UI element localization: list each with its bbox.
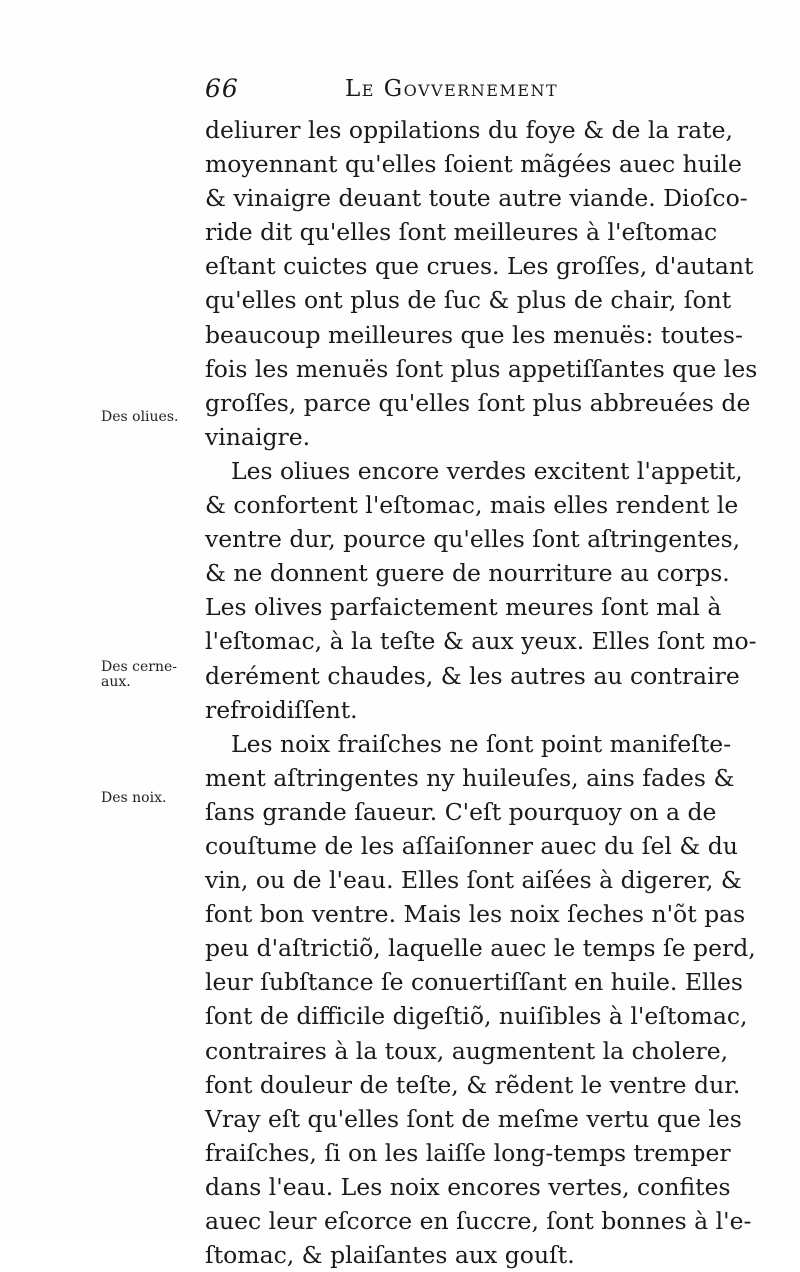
text-line: Vray eſt qu'elles ſont de meſme vertu que les xyxy=(205,1104,742,1133)
text-line: fois les menuës ſont plus appetiſſantes que les xyxy=(205,354,758,383)
text-line: & vinaigre deuant toute autre viande. Dioſco- xyxy=(205,184,748,213)
text-line: contraires à la toux, augmentent la cholere, xyxy=(205,1036,729,1065)
text-line: deliurer les oppilations du foye & de la rate, xyxy=(205,116,733,144)
text-line: l'eſtomac, à la teſte & aux yeux. Elles ſont mo- xyxy=(205,627,757,656)
text-line: Les oliues encore verdes excitent l'appetit, xyxy=(231,456,743,485)
margin-note-cerneaux-line2: aux. xyxy=(101,674,131,690)
text-line: ventre dur, pource qu'elles ſont aſtringentes, xyxy=(205,525,741,554)
text-line: Les noix fraiſches ne ſont point manifeſte- xyxy=(231,729,732,758)
text-line: dans l'eau. Les noix encores vertes, confites xyxy=(205,1172,731,1201)
text-line: font douleur de teſte, & rẽdent le ventre dur. xyxy=(205,1070,741,1099)
text-line: moyennant qu'elles ſoient mãgées auec huile xyxy=(205,150,742,179)
body-text xyxy=(205,113,758,1272)
text-line: auec leur eſcorce en ſuccre, ſont bonnes à l'e- xyxy=(205,1207,752,1235)
margin-note-noix: Des noix. xyxy=(101,790,167,806)
page-header xyxy=(205,74,675,108)
text-line: beaucoup meilleures que les menuës: toutes- xyxy=(205,320,743,349)
text-line: groſſes, parce qu'elles ſont plus abbreuées de xyxy=(205,388,751,417)
margin-note-cerneaux xyxy=(101,660,177,690)
text-line: ſtomac, & plaiſantes aux gouſt. xyxy=(205,1241,575,1270)
page-number: 66 xyxy=(205,74,239,103)
text-line: ſont de difficile digeſtiõ, nuiſibles à l'eſtomac, xyxy=(205,1002,748,1031)
text-line: vin, ou de l'eau. Elles ſont aiſées à digerer, & xyxy=(205,866,742,895)
text-line: eſtant cuictes que crues. Les groſſes, d'autant xyxy=(205,252,754,281)
text-line: & ne donnent guere de nourriture au corps. xyxy=(205,559,730,588)
text-line: vinaigre. xyxy=(205,422,311,451)
text-line: qu'elles ont plus de ſuc & plus de chair, ſont xyxy=(205,286,732,315)
text-line: couſtume de les aſſaiſonner auec du ſel & du xyxy=(205,831,738,860)
text-line: derément chaudes, & les autres au contraire xyxy=(205,661,740,690)
text-line: leur ſubſtance ſe conuertiſſant en huile. Elles xyxy=(205,968,743,997)
text-line: ride dit qu'elles ſont meilleures à l'eſtomac xyxy=(205,218,718,247)
margin-note-oliues: Des oliues. xyxy=(101,409,179,425)
text-line: fraiſches, ſi on les laiſſe long-temps tremper xyxy=(205,1138,731,1167)
text-line: refroidiſſent. xyxy=(205,695,358,724)
text-line: peu d'aſtrictiõ, laquelle auec le temps ſe perd, xyxy=(205,934,756,963)
text-line: font bon ventre. Mais les noix ſeches n'õt pas xyxy=(205,900,746,929)
running-title: Le Govvernement xyxy=(345,76,559,102)
text-line: ment aſtringentes ny huileuſes, ains fades & xyxy=(205,763,735,792)
text-line: ſans grande ſaueur. C'eſt pourquoy on a de xyxy=(205,797,717,826)
margin-note-cerneaux-line1: Des cerne- xyxy=(101,659,177,675)
text-line: Les olives parfaictement meures ſont mal à xyxy=(205,593,722,622)
text-line: & confortent l'eſtomac, mais elles rendent le xyxy=(205,491,739,520)
